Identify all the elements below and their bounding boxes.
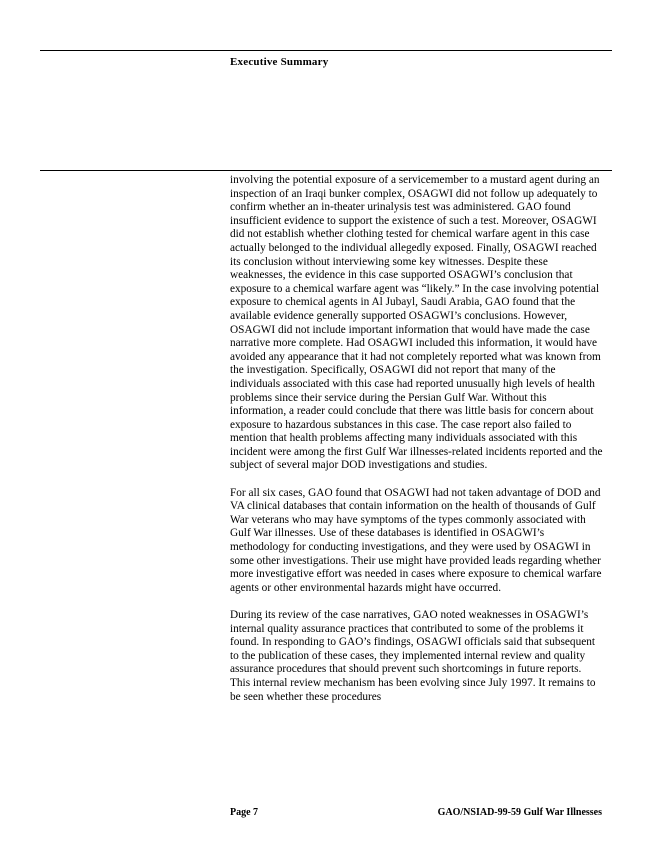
- body-paragraph-2: For all six cases, GAO found that OSAGWI had not taken advantage of DOD and VA clinical databases that contain information on the health of thousands of Gulf War veterans who may have symptoms of the types commonly associated with Gulf War illnesses. Use of these databases is identified in OSAGWI’s methodology for conducting investigations, and they were used by OSAGWI in some other investigations. Their use might have provided leads regarding whether more investigative effort was needed in cases where exposure to chemical warfare agents or other environmental hazards might have occurred.: [230, 486, 602, 594]
- footer-report-id: GAO/NSIAD-99-59 Gulf War Illnesses: [437, 807, 602, 818]
- section-heading: Executive Summary: [230, 56, 329, 68]
- content-divider-rule: [40, 170, 612, 171]
- page-footer: [230, 807, 602, 818]
- body-paragraph-3: During its review of the case narratives, GAO noted weaknesses in OSAGWI’s internal quality assurance practices that contributed to some of the problems it found. In responding to GAO’s findings, OSAGWI officials said that subsequent to the publication of these cases, they implemented internal review and quality assurance procedures that should prevent such shortcomings in future reports. This internal review mechanism has been evolving since July 1997. It remains to be seen whether these procedures: [230, 609, 596, 703]
- body-paragraph-1: involving the potential exposure of a servicemember to a mustard agent during an inspection of an Iraqi bunker complex, OSAGWI did not follow up adequately to confirm whether an in-theater urinalysis test was administered. GAO found insufficient evidence to support the existence of such a test. Moreover, OSAGWI did not establish whether clothing tested for chemical warfare agent in this case actually belonged to the individual allegedly exposed. Finally, OSAGWI reached its conclusion without interviewing some key witnesses. Despite these weaknesses, the evidence in this case supported OSAGWI’s conclusion that exposure to a chemical warfare agent was “likely.” In the case involving potential exposure to chemical agents in Al Jubayl, Saudi Arabia, GAO found that the available evidence generally supported OSAGWI’s conclusions. However, OSAGWI did not include important information that would have made the case narrative more complete. Had OSAGWI included this information, it would have avoided any appearance that it had not completely reported what was known from the investigation. Specifically, OSAGWI did not report that many of the individuals associated with this case had reported unusually high levels of health problems since their service during the Persian Gulf War. Without this information, a reader could conclude that there was little basis for concern about exposure to hazardous substances in this case. The case report also failed to mention that health problems affecting many individuals associated with this incident were among the first Gulf War illnesses-related incidents reported and the subject of several major DOD investigations and studies.: [230, 174, 603, 472]
- body-text-column: [230, 174, 604, 718]
- footer-page-number: Page 7: [230, 807, 259, 818]
- header-rule: [40, 50, 612, 51]
